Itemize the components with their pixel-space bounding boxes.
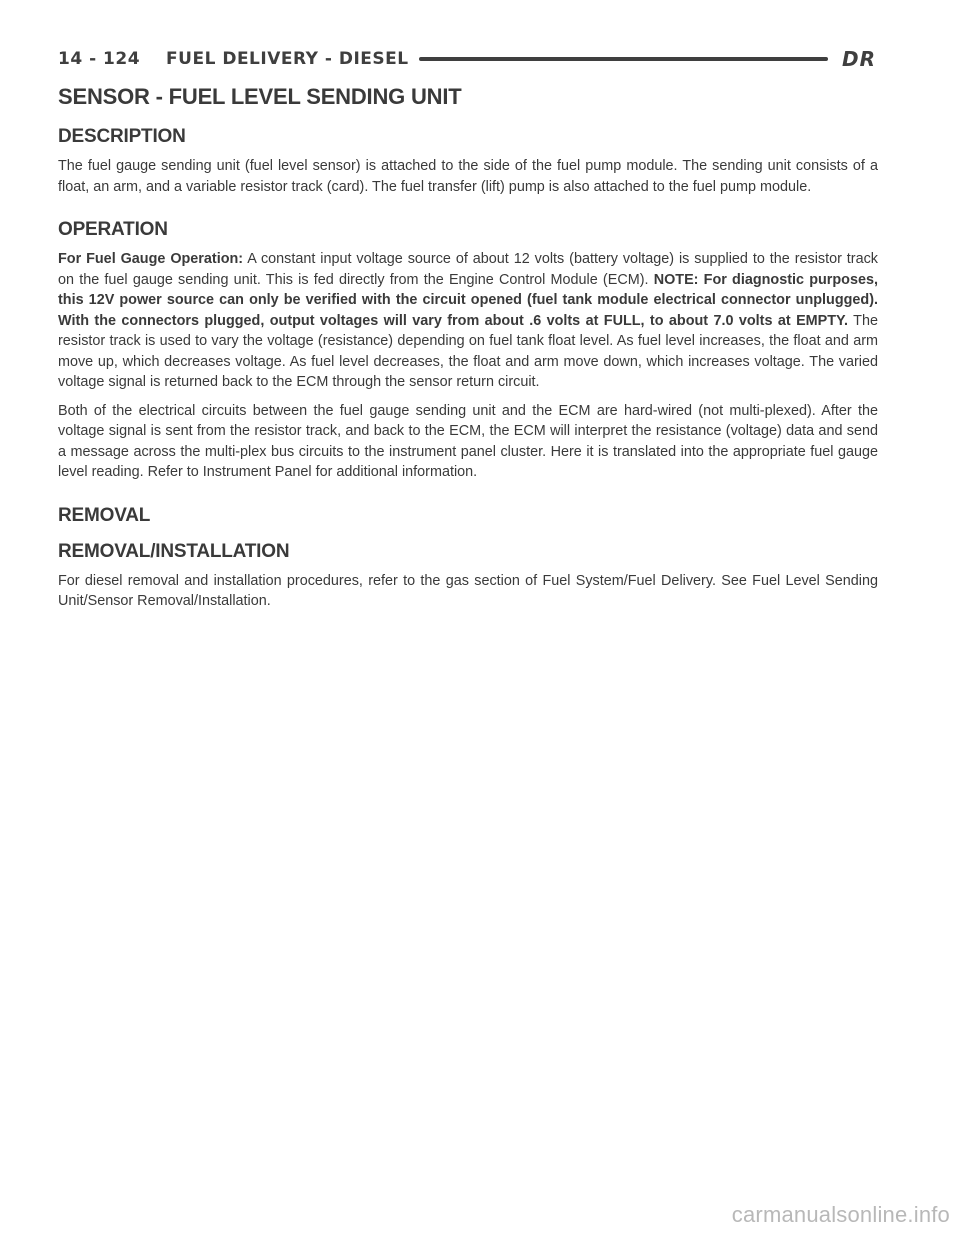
operation-paragraph-1 [58, 249, 878, 393]
operation-note: NOTE: For diagnostic purposes, this 12V power source can only be verified with the circuit opened (fuel tank module electrical connector unplugged). With the connectors plugged, output voltages will vary from about .6 volts at FULL, to about 7.0 volts at EMPTY. [58, 271, 878, 329]
description-paragraph: The fuel gauge sending unit (fuel level sensor) is attached to the side of the fuel pump module. The sending unit consists of a float, an arm, and a variable resistor track (card). The fuel transfer (lift) pump is also attached to the fuel pump module. [58, 158, 878, 195]
watermark-link[interactable]: carmanualsonline.info [731, 1202, 950, 1227]
section-title: FUEL DELIVERY - DIESEL [166, 49, 409, 69]
header-rule [419, 57, 828, 61]
page-header [58, 46, 876, 72]
removal-installation-heading: REMOVAL/INSTALLATION [58, 540, 290, 562]
removal-paragraph: For diesel removal and installation procedures, refer to the gas section of Fuel System/Fuel Delivery. See Fuel Level Sending Unit/Sensor Removal/Installation. [58, 572, 878, 609]
document-body [58, 84, 878, 620]
operation-text: A constant input voltage source of about 12 volts (battery voltage) is supplied to the resistor track on the fuel gauge sending unit. This is fed directly from the Engine Control Module (ECM). [58, 251, 878, 288]
operation-paragraph-2: Both of the electrical circuits between the fuel gauge sending unit and the ECM are hard-wired (not multi-plexed). After the voltage signal is sent from the resistor track, and back to the ECM, the ECM will interpret the resistance (voltage) data and send a message across the multi-plex bus circuits to the instrument panel cluster. Here it is translated into the appropriate fuel gauge level reading. Refer to Instrument Panel for additional information. [58, 402, 878, 480]
page-title: SENSOR - FUEL LEVEL SENDING UNIT [58, 84, 462, 109]
description-heading: DESCRIPTION [58, 126, 186, 147]
removal-heading: REMOVAL [58, 504, 151, 526]
model-logo: DR [841, 47, 876, 71]
operation-heading: OPERATION [58, 219, 168, 240]
operation-lead: For Fuel Gauge Operation: [58, 251, 244, 267]
operation-rest: The resistor track is used to vary the voltage (resistance) depending on fuel tank float level. As fuel level increases, the float and arm move up, which decreases voltage. As fuel level decreases, the float and arm move down, which increases voltage. The varied voltage signal is returned back to the ECM through the sensor return circuit. [58, 312, 878, 390]
page-number: 14 - 124 [58, 49, 141, 69]
